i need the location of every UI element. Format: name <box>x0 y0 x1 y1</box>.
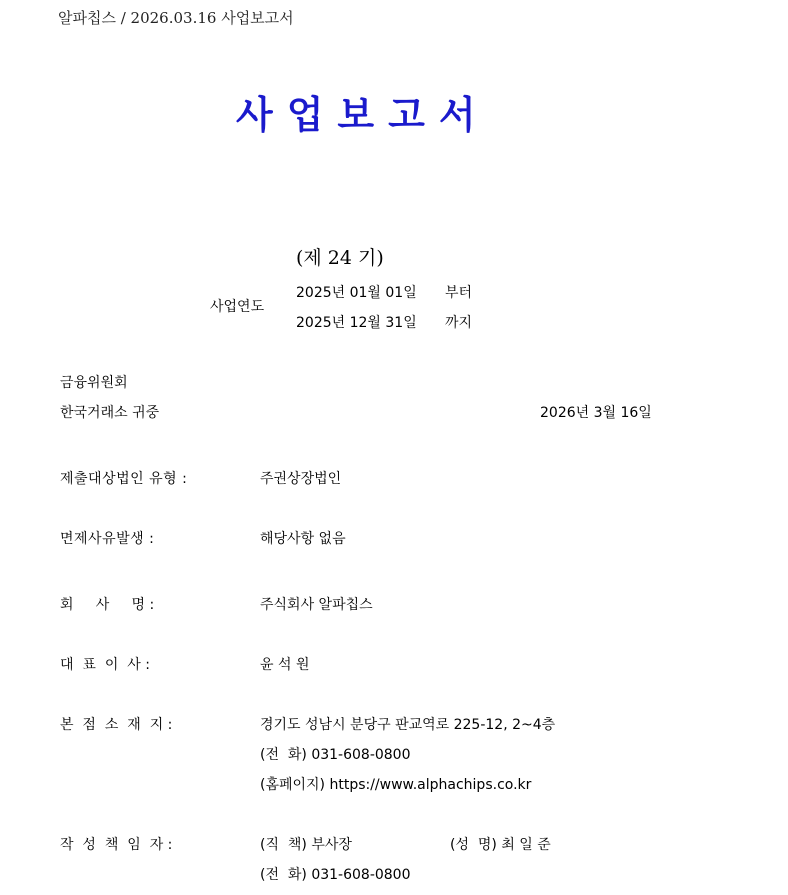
hq-homepage: (홈페이지) https://www.alphachips.co.kr <box>260 777 532 793</box>
corp-type-value: 주권상장법인 <box>260 471 342 487</box>
preparer-name: (성 명) 최 일 준 <box>450 837 551 853</box>
exemption-label: 면제사유발생 : <box>60 531 155 547</box>
submission-date: 2026년 3월 16일 <box>540 405 652 421</box>
corp-type-label: 제출대상법인 유형 : <box>60 471 188 487</box>
fiscal-year-end: 2025년 12월 31일 <box>296 315 417 331</box>
hq-label: 본 점 소 재 지 : <box>60 717 173 733</box>
recipient-krx: 한국거래소 귀중 <box>60 405 160 421</box>
exemption-value: 해당사항 없음 <box>260 531 346 547</box>
fiscal-year-end-suffix: 까지 <box>445 315 473 331</box>
recipient-fsc: 금융위원회 <box>60 375 128 391</box>
ceo-label: 대 표 이 사 : <box>60 657 150 673</box>
preparer-phone: (전 화) 031-608-0800 <box>260 867 411 883</box>
fiscal-period: (제 24 기) <box>296 247 384 269</box>
fiscal-year-start-suffix: 부터 <box>445 285 473 301</box>
company-name-label: 회 사 명 : <box>60 597 155 613</box>
fiscal-year-start: 2025년 01월 01일 <box>296 285 417 301</box>
document-title: 사업보고서 <box>236 93 490 137</box>
company-name-value: 주식회사 알파칩스 <box>260 597 373 613</box>
fiscal-year-label: 사업연도 <box>210 299 265 315</box>
preparer-label: 작 성 책 임 자 : <box>60 837 173 853</box>
hq-address: 경기도 성남시 분당구 판교역로 225-12, 2~4층 <box>260 717 556 733</box>
hq-phone: (전 화) 031-608-0800 <box>260 747 411 763</box>
preparer-position: (직 책) 부사장 <box>260 837 352 853</box>
ceo-value: 윤 석 원 <box>260 657 310 673</box>
header-breadcrumb: 알파칩스 / 2026.03.16 사업보고서 <box>58 9 294 27</box>
